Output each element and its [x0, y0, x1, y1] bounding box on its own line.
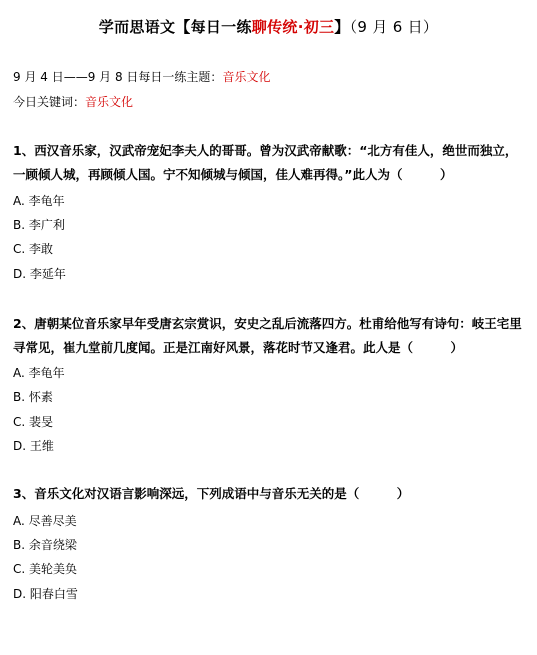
title-highlight: 聊传统·初三 [251, 18, 335, 36]
keyword-label: 今日关键词： [13, 95, 86, 109]
question-1-option-c[interactable]: C. 李敢 [13, 242, 54, 256]
keyword-line [13, 93, 133, 110]
question-3-option-c[interactable]: C. 美轮美奂 [13, 562, 78, 576]
question-1-option-a[interactable]: A. 李龟年 [13, 194, 65, 208]
question-3-option-d[interactable]: D. 阳春白雪 [13, 587, 78, 601]
title-date: （9 月 6 日） [349, 18, 439, 36]
page-title [0, 16, 537, 37]
question-1-option-b[interactable]: B. 李广利 [13, 218, 65, 232]
question-2-option-d[interactable]: D. 王维 [13, 439, 54, 453]
keyword-value: 音乐文化 [85, 95, 134, 109]
theme-label: 9 月 4 日——9 月 8 日每日一练主题： [13, 70, 223, 84]
question-3-stem: 3、音乐文化对汉语言影响深远，下列成语中与音乐无关的是（ ） [13, 486, 410, 501]
question-2-stem: 2、唐朝某位音乐家早年受唐玄宗赏识，安史之乱后流落四方。杜甫给他写有诗句：岐王宅里寻常见，崔九堂前几度闻。正是江南好风景，落花时节又逢君。此人是（ ） [13, 316, 522, 355]
question-3-option-b[interactable]: B. 余音绕梁 [13, 538, 77, 552]
question-2-option-a[interactable]: A. 李龟年 [13, 366, 65, 380]
theme-value: 音乐文化 [222, 70, 271, 84]
question-1-option-d[interactable]: D. 李延年 [13, 267, 66, 281]
question-1-stem: 1、西汉音乐家，汉武帝宠妃李夫人的哥哥。曾为汉武帝献歌：“北方有佳人，绝世而独立，一顾倾人城，再顾倾人国。宁不知倾城与倾国，佳人难再得。”此人为（ ） [13, 143, 518, 182]
title-prefix: 学而思语文【每日一练 [98, 18, 252, 36]
theme-line [13, 68, 270, 85]
question-2-option-b[interactable]: B. 怀素 [13, 390, 53, 404]
question-2-option-c[interactable]: C. 裴旻 [13, 415, 54, 429]
title-suffix: 】 [334, 18, 350, 36]
question-3-option-a[interactable]: A. 尽善尽美 [13, 514, 77, 528]
